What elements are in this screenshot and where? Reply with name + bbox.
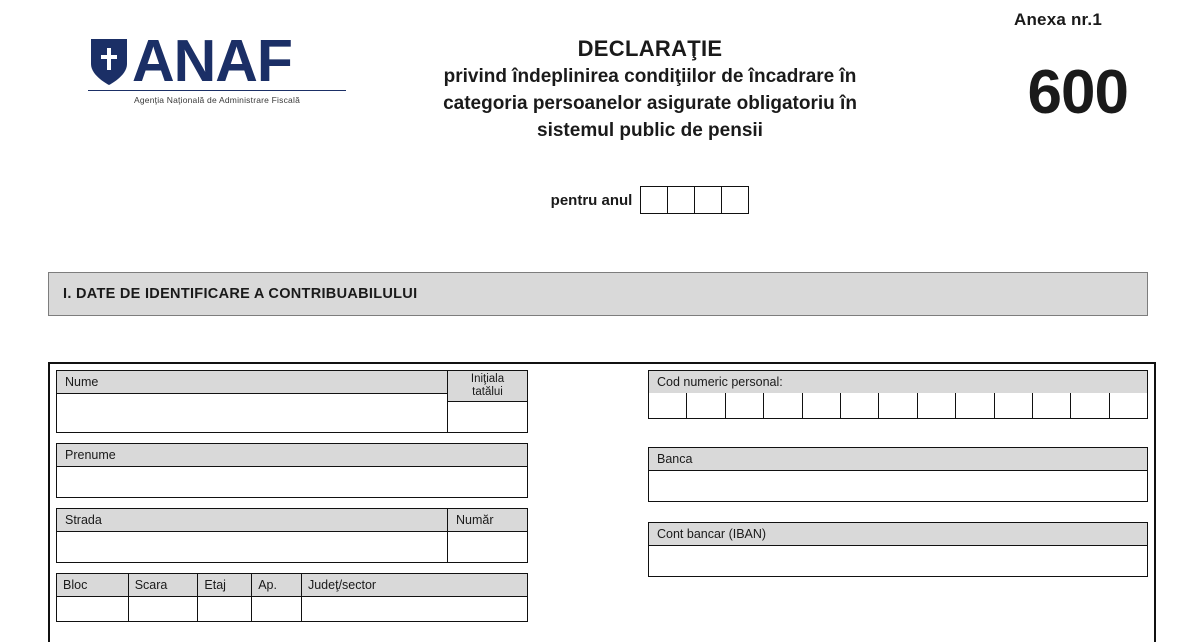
cnp-cell[interactable] [956, 393, 994, 418]
cnp-cell[interactable] [687, 393, 725, 418]
field-numar[interactable] [448, 508, 528, 563]
field-strada-label: Strada [57, 509, 447, 532]
year-cell[interactable] [722, 187, 748, 213]
anaf-wordmark: ANAF [132, 28, 292, 94]
field-cnp-input[interactable] [648, 393, 1148, 419]
year-cell[interactable] [641, 187, 668, 213]
field-strada[interactable] [56, 508, 448, 563]
field-strada-input[interactable] [57, 532, 447, 562]
year-row [360, 186, 940, 214]
anaf-shield-icon [88, 36, 130, 88]
field-nume-input[interactable] [57, 394, 447, 424]
field-initiala-label-line1: Iniţiala [470, 373, 505, 385]
field-scara-input[interactable] [129, 597, 198, 621]
cnp-cell[interactable] [1071, 393, 1109, 418]
cnp-cell[interactable] [649, 393, 687, 418]
field-initiala-input[interactable] [448, 402, 527, 432]
cnp-cell[interactable] [879, 393, 917, 418]
cnp-cell[interactable] [841, 393, 879, 418]
cnp-cell[interactable] [1033, 393, 1071, 418]
field-judet-sector-label: Judeţ/sector [302, 574, 527, 597]
anexa-label: Anexa nr.1 [1014, 10, 1102, 29]
cnp-cell[interactable] [726, 393, 764, 418]
row-strada [56, 508, 528, 563]
cnp-cell[interactable] [764, 393, 802, 418]
field-etaj-input[interactable] [198, 597, 251, 621]
agency-name: Agenţia Naţională de Administrare Fiscală [133, 95, 300, 105]
field-banca-label: Banca [649, 448, 1147, 471]
field-cnp [648, 370, 1148, 393]
left-fields-column [56, 370, 528, 622]
field-nume[interactable] [56, 370, 448, 433]
field-scara-label: Scara [129, 574, 198, 597]
field-scara[interactable] [129, 574, 199, 621]
field-prenume-label: Prenume [57, 444, 527, 467]
field-ap-input[interactable] [252, 597, 301, 621]
cnp-cell[interactable] [803, 393, 841, 418]
field-nume-label: Nume [57, 371, 447, 394]
section-title: I. DATE DE IDENTIFICARE A CONTRIBUABILULUI [63, 286, 418, 302]
section-header-identification [48, 272, 1148, 316]
field-banca-input[interactable] [649, 471, 1147, 501]
field-banca[interactable] [648, 447, 1148, 502]
field-etaj-label: Etaj [198, 574, 251, 597]
field-cont-bancar-input[interactable] [649, 546, 1147, 576]
cnp-cell[interactable] [1110, 393, 1147, 418]
anaf-logo [88, 28, 348, 105]
field-prenume-input[interactable] [57, 467, 527, 497]
field-bloc[interactable] [57, 574, 129, 621]
field-cont-bancar-label: Cont bancar (IBAN) [649, 523, 1147, 546]
cnp-cell[interactable] [995, 393, 1033, 418]
field-bloc-label: Bloc [57, 574, 128, 597]
year-label: pentru anul [550, 191, 633, 209]
field-initiala-tatalui[interactable] [448, 370, 528, 433]
field-bloc-input[interactable] [57, 597, 128, 621]
field-prenume[interactable] [56, 443, 528, 498]
field-cont-bancar[interactable] [648, 522, 1148, 577]
field-cnp-label: Cod numeric personal: [649, 371, 1147, 393]
field-initiala-label [448, 371, 527, 402]
identification-table [48, 362, 1156, 642]
title-line-1: privind îndeplinirea condiţiilor de încadrare în [443, 66, 857, 87]
title-line-2: categoria persoanelor asigurate obligatoriu în [443, 93, 857, 114]
field-numar-label: Număr [448, 509, 527, 532]
year-cell[interactable] [668, 187, 695, 213]
field-ap-label: Ap. [252, 574, 301, 597]
page-title: DECLARAŢIE [577, 36, 723, 61]
field-judet-sector[interactable] [302, 574, 527, 621]
document-title [360, 36, 940, 143]
row-nume [56, 370, 528, 433]
title-line-3: sistemul public de pensii [537, 120, 763, 141]
field-judet-sector-input[interactable] [302, 597, 527, 621]
right-fields-column [648, 370, 1148, 577]
year-input[interactable] [640, 186, 749, 214]
field-initiala-label-line2: tatălui [472, 386, 503, 398]
form-number: 600 [1027, 58, 1128, 127]
year-cell[interactable] [695, 187, 722, 213]
field-ap[interactable] [252, 574, 302, 621]
row-adresa-detalii [56, 573, 528, 622]
cnp-cell[interactable] [918, 393, 956, 418]
field-etaj[interactable] [198, 574, 252, 621]
field-numar-input[interactable] [448, 532, 527, 562]
